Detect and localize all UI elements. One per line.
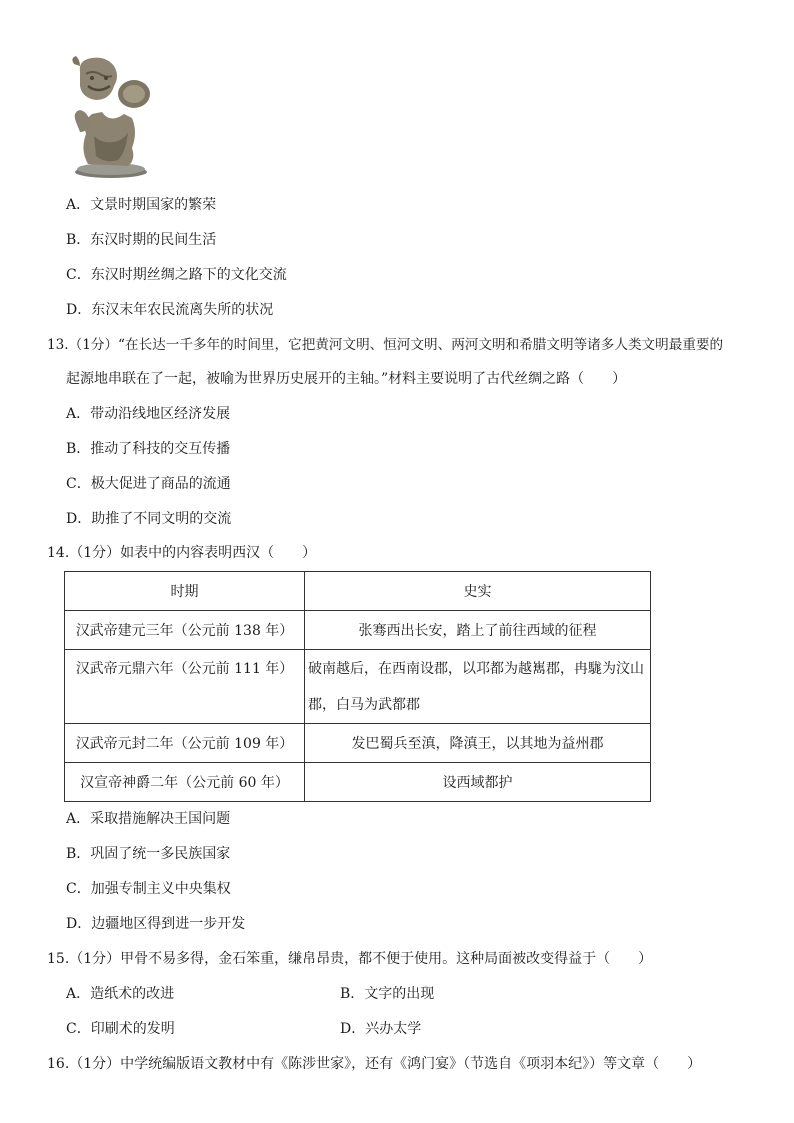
table-cell-fact: 设西域都护 [305,763,651,802]
table-cell-fact: 破南越后，在西南设郡，以邛都为越嶲郡，冉駹为汶山郡，白马为武都郡 [305,650,651,724]
q14-option-c: C．加强专制主义中央集权 [66,881,231,897]
q12-option-b: B．东汉时期的民间生活 [66,232,217,248]
table-header-row [65,572,651,611]
table-row [65,611,651,650]
q15-option-a: A．造纸术的改进 [66,986,175,1002]
table-cell-period: 汉武帝元封二年（公元前 109 年） [65,724,305,763]
q12-option-c: C．东汉时期丝绸之路下的文化交流 [66,267,287,283]
q14-stem: 14.（1分）如表中的内容表明西汉（ ） [47,545,317,561]
q13-option-b: B．推动了科技的交互传播 [66,441,231,457]
q14-option-d: D．边疆地区得到进一步开发 [66,916,246,932]
q14-option-b: B．巩固了统一多民族国家 [66,846,231,862]
table-row [65,763,651,802]
q15-option-b: B．文字的出现 [340,986,435,1002]
q13-option-a: A．带动沿线地区经济发展 [66,406,231,422]
q13-option-d: D．助推了不同文明的交流 [66,511,232,527]
table-header-period: 时期 [65,572,305,611]
q12-option-a: A．文景时期国家的繁荣 [66,197,217,213]
q14-option-a: A．采取措施解决王国问题 [66,811,231,827]
table-cell-period: 汉武帝元鼎六年（公元前 111 年） [65,650,305,724]
q16-stem: 16.（1分）中学统编版语文教材中有《陈涉世家》，还有《鸿门宴》（节选自《项羽本纪》）等文章（ ） [47,1056,702,1072]
q15-option-d: D．兴办太学 [340,1021,422,1037]
q12-option-d: D．东汉末年农民流离失所的状况 [66,302,274,318]
q15-option-c: C．印刷术的发明 [66,1021,175,1037]
q13-option-c: C．极大促进了商品的流通 [66,476,231,492]
table-row [65,724,651,763]
table-cell-period: 汉武帝建元三年（公元前 138 年） [65,611,305,650]
table-row [65,650,651,724]
pottery-figurine-image [66,52,158,182]
table-cell-fact: 张骞西出长安，踏上了前往西域的征程 [305,611,651,650]
table-cell-period: 汉宣帝神爵二年（公元前 60 年） [65,763,305,802]
table-header-facts: 史实 [305,572,651,611]
table-cell-fact: 发巴蜀兵至滇，降滇王，以其地为益州郡 [305,724,651,763]
q15-stem: 15.（1分）甲骨不易多得，金石笨重，缣帛昂贵，都不便于使用。这种局面被改变得益于（ ） [47,951,653,967]
q13-stem-line1: 13.（1分）“在长达一千多年的时间里，它把黄河文明、恒河文明、两河文明和希腊文明等诸多人类文明最重要的 [47,337,724,353]
q13-stem-line2: 起源地串联在了一起，被喻为世界历史展开的主轴。”材料主要说明了古代丝绸之路（ ） [66,371,627,387]
history-table [64,571,651,802]
